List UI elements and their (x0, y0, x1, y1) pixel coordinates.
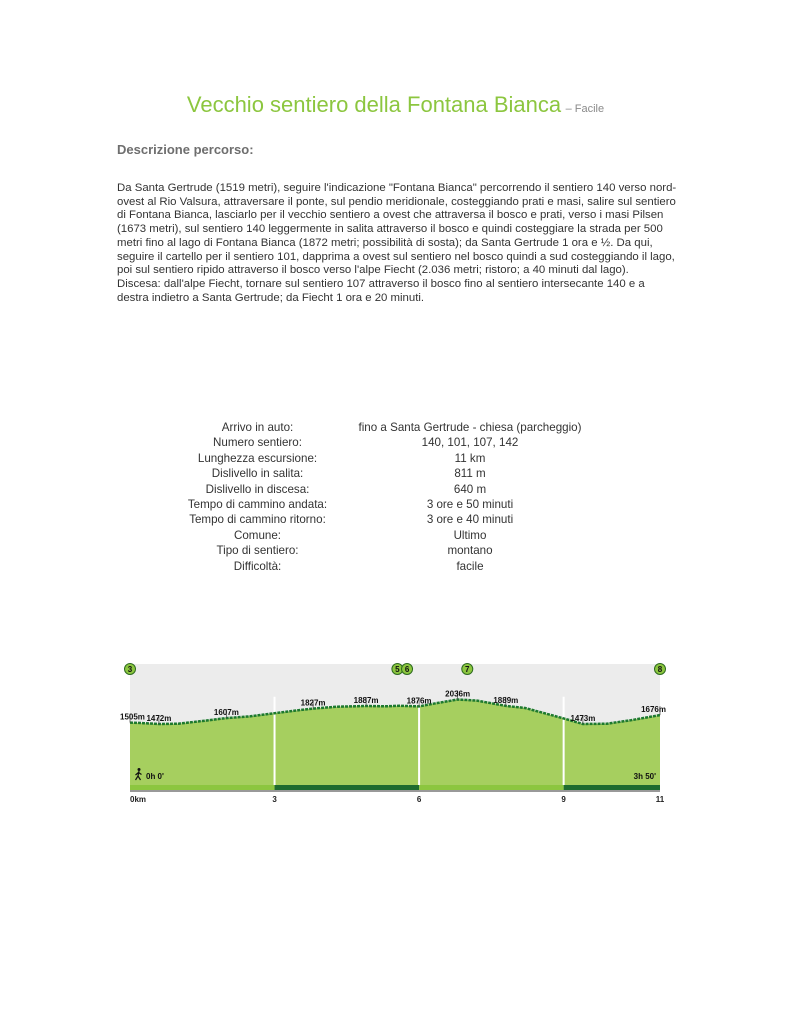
difficulty-suffix: – Facile (565, 103, 605, 115)
info-row (0, 512, 791, 527)
info-value: 140, 101, 107, 142 (421, 436, 519, 450)
start-time: 0h 0' (146, 772, 164, 781)
info-value: 11 km (454, 451, 486, 465)
info-label: Arrivo in auto: (221, 421, 294, 434)
info-value: fino a Santa Gertrude - chiesa (parcheggio) (358, 421, 582, 434)
waypoint-label: 5 (395, 665, 400, 674)
info-label: Tempo di cammino ritorno: (189, 513, 326, 527)
info-row (0, 543, 791, 558)
info-row (0, 451, 791, 466)
info-value: 811 m (454, 467, 486, 481)
info-row (0, 482, 791, 497)
distance-segment (275, 785, 420, 790)
info-row (0, 466, 791, 481)
x-tick-label: 0km (130, 795, 147, 804)
info-label: Dislivello in discesa: (205, 482, 310, 496)
route-title: Vecchio sentiero della Fontana Bianca (186, 92, 562, 117)
info-row (0, 497, 791, 512)
info-label: Dislivello in salita: (211, 467, 304, 481)
x-tick-label: 3 (272, 795, 277, 804)
elevation-label: 1472m (146, 714, 172, 723)
info-value: 3 ore e 40 minuti (426, 513, 514, 527)
elevation-label: 1607m (213, 708, 239, 718)
elevation-label: 1505m (120, 712, 145, 722)
elevation-profile-chart (118, 660, 678, 810)
descent-paragraph: Discesa: dall'alpe Fiecht, tornare sul sentiero 107 attraverso il bosco fino al sentiero intersecante 140 e a destra indietro a Santa Gertrude; da Fiecht 1 ora e 20 minuti. (117, 277, 645, 304)
route-description (117, 182, 677, 305)
info-row (0, 559, 791, 574)
info-label: Difficoltà: (233, 559, 282, 573)
end-time: 3h 50' (633, 772, 656, 781)
elevation-label: 1887m (353, 695, 379, 705)
waypoint-label: 3 (127, 665, 133, 674)
info-value: 640 m (453, 482, 487, 496)
info-label: Comune: (233, 528, 282, 542)
page-title (0, 92, 791, 118)
ascent-paragraph: Da Santa Gertrude (1519 metri), seguire l'indicazione "Fontana Bianca" percorrendo il sentiero 140 verso nord-ovest al Rio Valsura, attraversare il ponte, sul pendio meridionale, costeggiando prati e masi, salire sul sentiero di Fontana Bianca, lasciarlo per il vecchio sentiero a ovest che attraversa il bosco e prati, verso i masi Pilsen (1673 metri), sul sentiero 140 leggermente in salita attraverso il bosco e quindi costeggiare la strada per 500 metri fino al lago di Fontana Bianca (1872 metri; possibilità di sosta); da Santa Gertrude 1 ora e ½. Da qui, seguire il cartello per il sentiero 101, dapprima a ovest sul sentiero nel bosco quindi a sud costeggiando il lago, poi sul sentiero ripido attraverso il bosco verso l'alpe Fiecht (2.036 metri; ristoro; a 40 minuti dal lago). (117, 182, 677, 277)
info-value: montano (447, 544, 493, 558)
x-tick-label: 11 (655, 795, 665, 804)
info-label: Tipo di sentiero: (216, 544, 299, 558)
description-heading: Descrizione percorso: (117, 142, 254, 157)
info-row (0, 435, 791, 450)
info-label: Tempo di cammino andata: (187, 497, 328, 511)
distance-segment (130, 785, 275, 790)
info-value: 3 ore e 50 minuti (426, 497, 514, 511)
elevation-label: 1876m (406, 696, 432, 706)
elevation-label: 1676m (641, 705, 666, 715)
info-label: Lunghezza escursione: (197, 451, 318, 465)
info-label: Numero sentiero: (213, 436, 302, 450)
distance-segment (564, 785, 660, 790)
info-row (0, 528, 791, 543)
elevation-label: 1827m (300, 698, 326, 708)
info-value: facile (456, 559, 484, 573)
elevation-label: 2036m (445, 689, 471, 699)
hiker-head (138, 768, 141, 771)
distance-segment (419, 785, 564, 790)
route-info-table (0, 420, 791, 574)
waypoint-label: 7 (465, 665, 470, 674)
elevation-label: 1889m (493, 695, 519, 705)
waypoint-label: 6 (404, 665, 410, 674)
waypoint-label: 8 (657, 665, 663, 674)
elevation-label: 1473m (570, 713, 596, 723)
x-tick-label: 9 (561, 795, 566, 804)
elevation-profile (118, 660, 678, 810)
x-tick-label: 6 (416, 795, 422, 804)
info-row (0, 420, 791, 435)
info-value: Ultimo (453, 528, 487, 542)
